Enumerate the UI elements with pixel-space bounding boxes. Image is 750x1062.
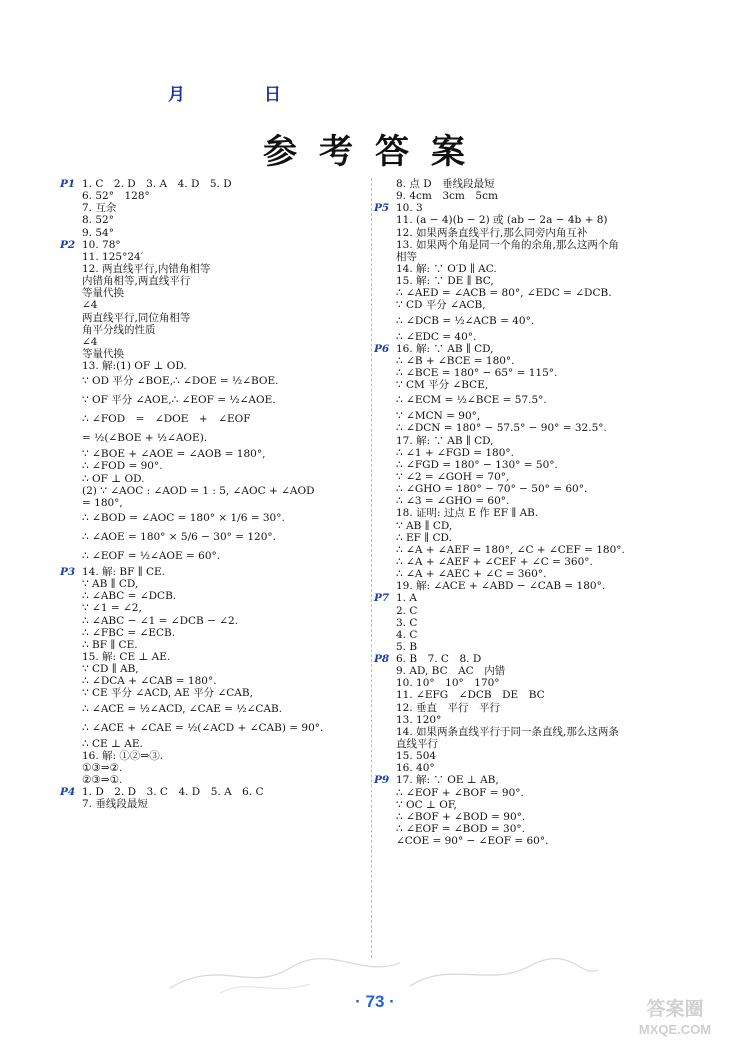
- answer-line: [378, 677, 708, 689]
- answer-text: ∴ ∠EOF = ∠BOD = 30°.: [396, 823, 526, 836]
- answer-line: [378, 422, 708, 434]
- answer-text: 7. 垂线段最短: [82, 798, 148, 811]
- answer-line: [378, 239, 708, 251]
- page-number: · 73 ·: [355, 992, 395, 1011]
- answer-line: [378, 799, 708, 811]
- answer-line: [378, 641, 708, 653]
- answer-text: ∴ ∠ACE + ∠CAE = ½(∠ACD + ∠CAB) = 90°.: [82, 721, 324, 734]
- answer-text: 12. 垂直 平行 平行: [396, 701, 501, 714]
- answer-line: [378, 762, 708, 774]
- answer-line: [378, 178, 708, 190]
- answer-line: [64, 410, 364, 429]
- answer-text: ∴ ∠A + ∠AEF = 180°, ∠C + ∠CEF = 180°.: [396, 543, 625, 556]
- answer-text: 5. B: [396, 640, 418, 653]
- day-label: 日: [264, 85, 281, 105]
- answer-line: [64, 663, 364, 675]
- answer-line: [378, 312, 708, 331]
- answer-line: [64, 675, 364, 687]
- answer-line: [378, 379, 708, 391]
- answer-text: 角平分线的性质: [82, 323, 156, 336]
- answer-text: 6. 52° 128°: [82, 190, 150, 203]
- answer-text: ∴ ∠1 + ∠FGD = 180°.: [396, 446, 514, 459]
- answer-text: 13. 解:(1) OF ⊥ OD.: [82, 360, 187, 373]
- answer-text: ∴ ∠A + ∠AEC + ∠C = 360°.: [396, 568, 547, 581]
- answer-line: [378, 287, 708, 299]
- answer-line: [378, 532, 708, 544]
- answer-text: ∵ AB ∥ CD,: [82, 578, 139, 591]
- answers-right-column: [374, 178, 708, 848]
- answer-line: [378, 568, 708, 580]
- answer-text: ∵ ∠BOE + ∠AOE = ∠AOB = 180°,: [82, 448, 266, 461]
- answer-text: 相等: [396, 250, 417, 263]
- answer-text: ∵ CE 平分 ∠ACD, AE 平分 ∠CAB,: [82, 687, 253, 700]
- answer-line: [64, 202, 364, 214]
- answer-text: 11. 125°24′: [82, 250, 144, 263]
- answer-text: ∴ ∠FBC = ∠ECB.: [82, 626, 176, 639]
- answer-text: ∴ CE ⊥ AE.: [82, 737, 143, 750]
- answer-text: ∵ OC ⊥ OF,: [396, 798, 457, 811]
- answer-line: [64, 798, 364, 810]
- answer-line: [378, 714, 708, 726]
- answer-text: 17. 解: ∵ AB ∥ CD,: [396, 434, 494, 447]
- answer-text: = ½(∠BOE + ½∠AOE).: [82, 432, 208, 445]
- answer-text: ∴ OF ⊥ OD.: [82, 472, 145, 485]
- answer-line: [64, 509, 364, 528]
- page-marker: P1: [60, 178, 76, 190]
- answer-line: [60, 565, 364, 578]
- watermark-logo: [610, 1000, 740, 1040]
- answer-text: ∴ ∠FOD = ∠DOE + ∠EOF: [82, 413, 251, 426]
- answer-line: [64, 473, 364, 485]
- answer-line: [64, 602, 364, 614]
- answer-line: [60, 786, 364, 799]
- answer-text: ∴ ∠DCB = ½∠ACB = 40°.: [396, 314, 535, 327]
- answer-text: 3. C: [396, 616, 418, 629]
- answer-text: 1. D 2. D 3. C 4. D 5. A 6. C: [82, 786, 264, 799]
- answer-line: [378, 190, 708, 202]
- answer-line: [378, 275, 708, 287]
- answer-text: 10. 78°: [82, 238, 121, 251]
- page-title: 参考答案: [263, 132, 487, 172]
- answer-line: [378, 605, 708, 617]
- answer-line: [64, 287, 364, 299]
- answer-line: [64, 429, 364, 448]
- answer-text: 11. (a − 4)(b − 2) 或 (ab − 2a − 4b + 8): [396, 214, 608, 227]
- answer-text: ∴ ∠BCE = 180° − 65° = 115°.: [396, 366, 558, 379]
- answer-line: [378, 355, 708, 367]
- answer-line: [378, 787, 708, 799]
- answer-line: [64, 687, 364, 699]
- answer-text: ∵ ∠MCN = 90°,: [396, 410, 481, 423]
- answer-line: [64, 627, 364, 639]
- answer-line: [64, 348, 364, 360]
- answer-text: 等量代换: [82, 347, 124, 360]
- answer-line: [378, 544, 708, 556]
- answer-line: [374, 342, 708, 355]
- answer-text: ②③⇒①.: [82, 773, 123, 786]
- answer-text: ∴ ∠ACE = ½∠ACD, ∠CAE = ½∠CAB.: [82, 702, 283, 715]
- answers-left-column: [60, 178, 364, 811]
- answer-text: 19. 解: ∠ACE + ∠ABD − ∠CAB = 180°.: [396, 580, 606, 593]
- answer-line: [378, 835, 708, 847]
- answer-text: ∵ OF 平分 ∠AOE,∴ ∠EOF = ½∠AOE.: [82, 394, 276, 407]
- answer-text: 17. 解: ∵ OE ⊥ AB,: [396, 774, 499, 787]
- answer-text: 18. 证明: 过点 E 作 EF ∥ AB.: [396, 507, 539, 520]
- answer-text: ∴ ∠AOE = 180° × 5/6 − 30° = 120°.: [82, 530, 276, 543]
- answer-text: ∠4: [82, 335, 98, 348]
- answer-line: [378, 689, 708, 701]
- answer-line: [378, 617, 708, 629]
- watermark-line1: 答案圈: [646, 999, 704, 1020]
- answer-line: [378, 214, 708, 226]
- answer-line: [64, 391, 364, 410]
- answer-line: [378, 471, 708, 483]
- answer-text: ∴ ∠B + ∠BCE = 180°.: [396, 354, 515, 367]
- answer-text: ∴ ∠FGD = 180° − 130° = 50°.: [396, 458, 558, 471]
- answer-line: [60, 178, 364, 190]
- answer-text: 15. 解: CE ⊥ AE.: [82, 650, 171, 663]
- answer-line: [378, 726, 708, 738]
- answer-line: [64, 738, 364, 750]
- answer-line: [64, 299, 364, 311]
- answer-text: ∵ OD 平分 ∠BOE,∴ ∠DOE = ½∠BOE.: [82, 375, 279, 388]
- answer-line: [64, 214, 364, 226]
- month-label: 月: [168, 85, 185, 105]
- answer-text: ∴ ∠EOF + ∠BOF = 90°.: [396, 786, 524, 799]
- answer-line: [378, 299, 708, 311]
- answer-line: [378, 520, 708, 532]
- answer-text: ∴ ∠3 = ∠GHO = 60°.: [396, 495, 510, 508]
- answer-text: 16. 解: ①②⇒③.: [82, 749, 164, 762]
- answer-line: [378, 410, 708, 422]
- answer-text: 2. C: [396, 604, 418, 617]
- answer-line: [378, 750, 708, 762]
- answer-text: ∴ BF ∥ CE.: [82, 638, 138, 651]
- page-marker: P5: [374, 202, 390, 215]
- answer-line: [378, 391, 708, 410]
- answer-line: [64, 460, 364, 472]
- answer-line: [64, 485, 364, 497]
- answer-line: [64, 700, 364, 719]
- answer-line: [64, 762, 364, 774]
- answer-text: ∴ ∠FOD = 90°.: [82, 460, 163, 473]
- answer-line: [64, 336, 364, 348]
- answer-text: 1. A: [396, 592, 417, 605]
- answer-line: [64, 190, 364, 202]
- answer-line: [64, 312, 364, 324]
- answer-line: [378, 447, 708, 459]
- page-marker: P8: [374, 653, 390, 666]
- answer-text: ∴ EF ∥ CD.: [396, 531, 452, 544]
- decorative-sketch: [160, 948, 600, 998]
- page-marker: P6: [374, 342, 390, 355]
- answer-line: [378, 251, 708, 263]
- answer-line: [378, 459, 708, 471]
- answer-text: 10. 10° 10° 170°: [396, 677, 500, 690]
- answer-text: 14. 解: ∵ O′D ∥ AC.: [396, 262, 497, 275]
- answer-text: ∵ CM 平分 ∠BCE,: [396, 379, 489, 392]
- answer-text: ∴ ∠DCN = 180° − 57.5° − 90° = 32.5°.: [396, 422, 607, 435]
- answer-text: 等量代换: [82, 287, 124, 300]
- answer-line: [64, 324, 364, 336]
- answer-line: [64, 590, 364, 602]
- answer-text: ∴ ∠GHO = 180° − 70° − 50° = 60°.: [396, 483, 588, 496]
- answer-text: ∵ ∠2 = ∠GOH = 70°,: [396, 470, 510, 483]
- answer-text: ∵ CD 平分 ∠ACB,: [396, 299, 486, 312]
- answer-text: 内错角相等,两直线平行: [82, 275, 191, 288]
- answer-text: 13. 120°: [396, 713, 442, 726]
- answer-line: [64, 360, 364, 372]
- answer-text: 6. B 7. C 8. D: [396, 653, 482, 666]
- answer-text: 8. 52°: [82, 214, 114, 227]
- answer-line: [378, 507, 708, 519]
- answer-line: [60, 238, 364, 251]
- answer-text: ∴ ∠DCA + ∠CAB = 180°.: [82, 675, 217, 688]
- watermark-line2: MXQE.COM: [638, 1022, 712, 1037]
- answer-line: [378, 738, 708, 750]
- answer-line: [64, 774, 364, 786]
- answer-line: [64, 615, 364, 627]
- answer-text: ①③⇒②.: [82, 761, 123, 774]
- answer-text: ∵ AB ∥ CD,: [396, 519, 453, 532]
- date-header: [168, 80, 298, 104]
- answer-text: ∴ ∠ABC − ∠1 = ∠DCB − ∠2.: [82, 614, 239, 627]
- page-marker: P9: [374, 774, 390, 787]
- answer-text: ∴ ∠ECM = ½∠BCE = 57.5°.: [396, 394, 547, 407]
- page-marker: P7: [374, 592, 390, 605]
- answer-text: 12. 两直线平行,内错角相等: [82, 262, 211, 275]
- answer-text: 16. 解: ∵ AB ∥ CD,: [396, 342, 494, 355]
- answer-text: ∴ ∠EDC = 40°.: [396, 330, 477, 343]
- answer-line: [64, 639, 364, 651]
- answer-text: ∴ ∠A + ∠AEF + ∠CEF + ∠C = 360°.: [396, 555, 593, 568]
- answer-line: [64, 719, 364, 738]
- answer-text: 4. C: [396, 628, 418, 641]
- answer-line: [64, 528, 364, 547]
- answer-line: [374, 653, 708, 666]
- answer-line: [378, 263, 708, 275]
- answer-text: ∵ ∠1 = ∠2,: [82, 602, 142, 615]
- answer-text: = 180°,: [82, 496, 123, 509]
- page-marker: P3: [60, 565, 76, 578]
- answer-text: 7. 互余: [82, 202, 117, 215]
- answer-line: [374, 774, 708, 787]
- answer-text: 11. ∠EFG ∠DCB DE BC: [396, 689, 545, 702]
- answer-line: [378, 580, 708, 592]
- answer-line: [378, 556, 708, 568]
- answer-text: 1. C 2. D 3. A 4. D 5. D: [82, 178, 232, 190]
- answer-text: 两直线平行,同位角相等: [82, 311, 191, 324]
- answer-line: [378, 483, 708, 495]
- answer-line: [378, 227, 708, 239]
- answer-line: [378, 702, 708, 714]
- page-marker: P2: [60, 238, 76, 251]
- answer-text: 13. 如果两个角是同一个角的余角,那么这两个角: [396, 238, 619, 251]
- answer-line: [378, 331, 708, 343]
- answer-line: [64, 372, 364, 391]
- answer-line: [64, 251, 364, 263]
- answer-line: [64, 448, 364, 460]
- answer-line: [64, 497, 364, 509]
- answer-text: ∵ CD ∥ AB,: [82, 663, 139, 676]
- answer-text: ∴ ∠ABC = ∠DCB.: [82, 590, 177, 603]
- answer-text: 14. 如果两条直线平行于同一条直线,那么这两条: [396, 725, 619, 738]
- answer-line: [64, 263, 364, 275]
- answer-text: 14. 解: BF ∥ CE.: [82, 565, 165, 578]
- answer-line: [64, 547, 364, 566]
- answer-text: ∴ ∠BOF + ∠BOD = 90°.: [396, 810, 526, 823]
- answer-text: 9. AD, BC AC 内错: [396, 665, 506, 678]
- answer-text: 10. 3: [396, 202, 423, 215]
- answer-line: [374, 592, 708, 605]
- answer-text: ∴ ∠AED = ∠ACB = 80°, ∠EDC = ∠DCB.: [396, 287, 612, 300]
- answer-text: 12. 如果两条直线平行,那么同旁内角互补: [396, 226, 588, 239]
- answer-text: 15. 解: ∵ DE ∥ BC,: [396, 275, 494, 288]
- answer-text: 16. 40°: [396, 762, 435, 775]
- answer-line: [64, 578, 364, 590]
- answer-line: [378, 629, 708, 641]
- answer-line: [378, 811, 708, 823]
- answer-line: [64, 750, 364, 762]
- answer-line: [378, 665, 708, 677]
- answer-line: [378, 367, 708, 379]
- answer-line: [378, 823, 708, 835]
- answer-line: [64, 275, 364, 287]
- answer-text: 8. 点 D 垂线段最短: [396, 178, 495, 190]
- answer-text: 9. 4cm 3cm 5cm: [396, 190, 498, 203]
- page-marker: P4: [60, 786, 76, 799]
- answer-text: ∠COE = 90° − ∠EOF = 60°.: [396, 835, 549, 848]
- column-divider: [371, 178, 372, 958]
- answer-text: ∴ ∠BOD = ∠AOC = 180° × 1/6 = 30°.: [82, 511, 285, 524]
- answer-line: [378, 495, 708, 507]
- answer-line: [64, 651, 364, 663]
- answer-text: (2) ∵ ∠AOC : ∠AOD = 1 : 5, ∠AOC + ∠AOD: [82, 484, 315, 497]
- answer-text: 直线平行: [396, 738, 438, 751]
- answer-text: 15. 504: [396, 750, 437, 763]
- answer-text: 9. 54°: [82, 226, 114, 239]
- answer-line: [64, 227, 364, 239]
- answer-text: ∴ ∠EOF = ½∠AOE = 60°.: [82, 549, 221, 562]
- answer-line: [374, 202, 708, 215]
- answer-text: ∠4: [82, 299, 98, 312]
- answer-line: [378, 435, 708, 447]
